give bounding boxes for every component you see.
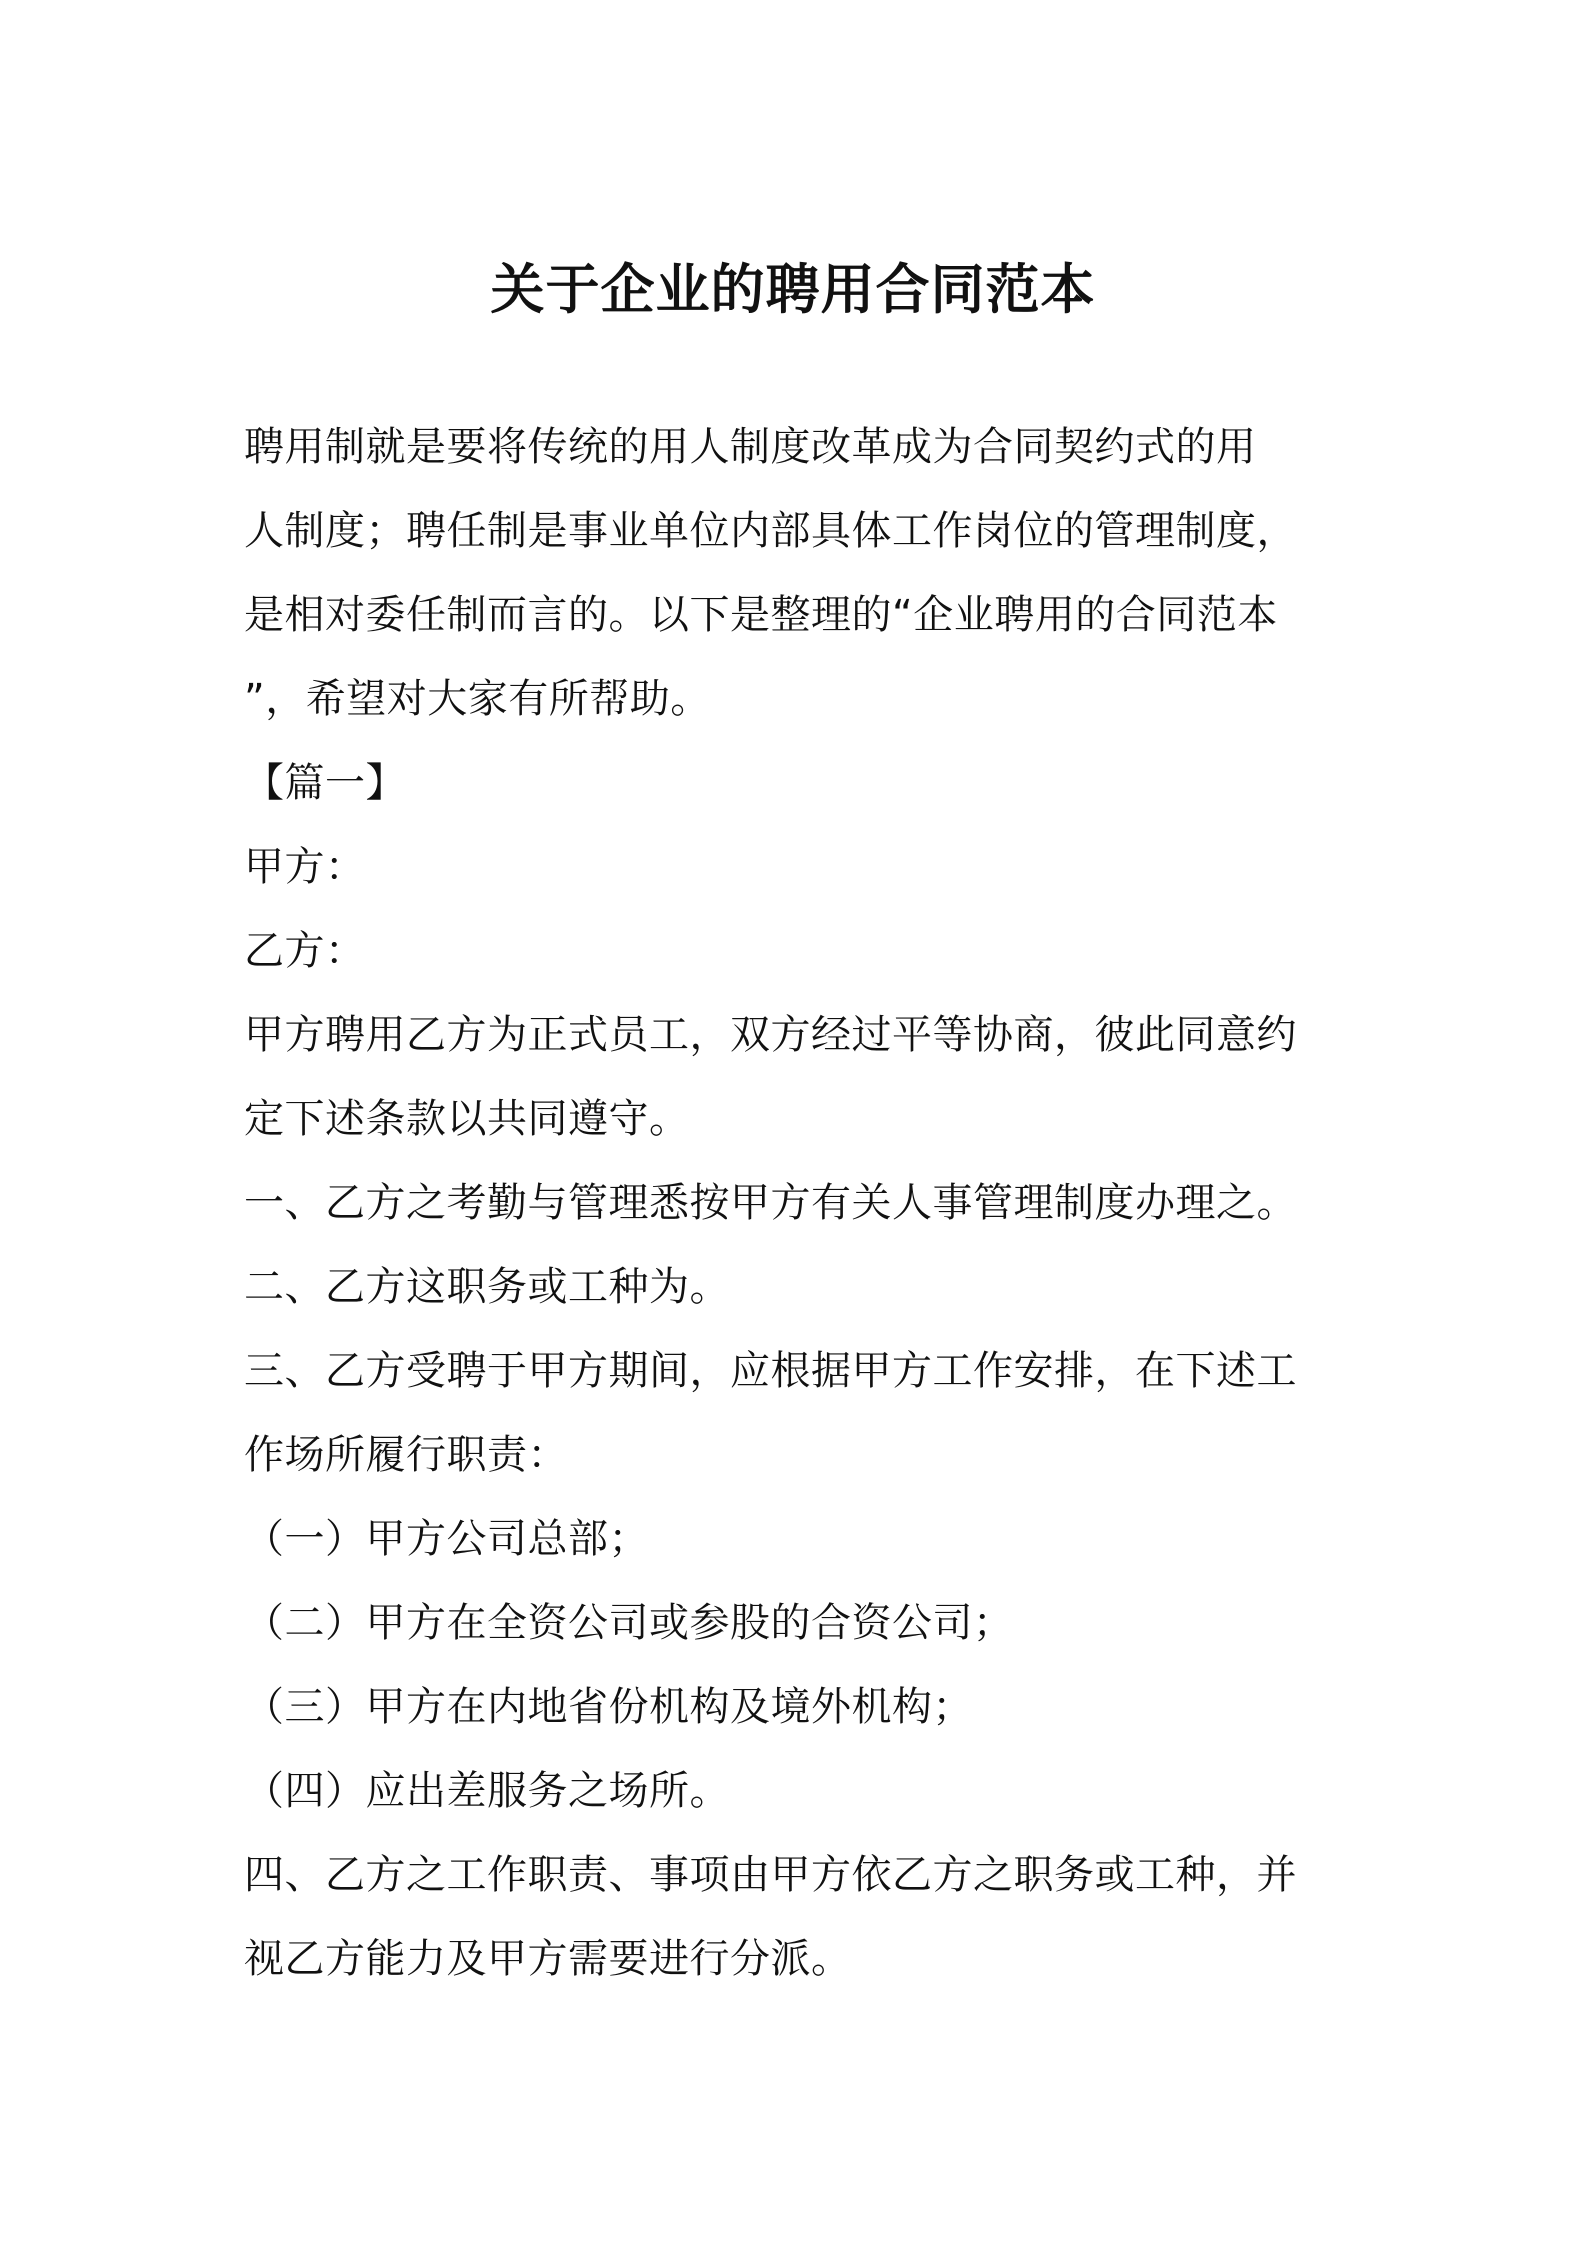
clause-4-continued: 视乙方能力及甲方需要进行分派。: [244, 1936, 852, 1982]
clause-2: 二、乙方这职务或工种为。: [244, 1264, 730, 1310]
paragraph-line: 人制度；聘任制是事业单位内部具体工作岗位的管理制度，: [244, 508, 1297, 554]
party-a-label: 甲方：: [244, 844, 366, 890]
sub-item-3: （三）甲方在内地省份机构及境外机构；: [244, 1684, 973, 1730]
paragraph-line: 定下述条款以共同遵守。: [244, 1096, 690, 1142]
paragraph-line: 是相对委任制而言的。以下是整理的“企业聘用的合同范本: [244, 592, 1278, 638]
clause-3-continued: 作场所履行职责：: [244, 1432, 568, 1478]
sub-item-4: （四）应出差服务之场所。: [244, 1768, 730, 1814]
party-b-label: 乙方：: [244, 928, 366, 974]
section-heading: 【篇一】: [244, 760, 406, 806]
paragraph-line: 聘用制就是要将传统的用人制度改革成为合同契约式的用: [244, 424, 1257, 470]
document-title: 关于企业的聘用合同范本: [490, 258, 1096, 321]
clause-1: 一、乙方之考勤与管理悉按甲方有关人事管理制度办理之。: [244, 1180, 1297, 1226]
sub-item-1: （一）甲方公司总部；: [244, 1516, 649, 1562]
paragraph-line: ”，希望对大家有所帮助。: [244, 676, 711, 722]
document-body: [244, 405, 1356, 2001]
clause-4: 四、乙方之工作职责、事项由甲方依乙方之职务或工种，并: [244, 1852, 1297, 1898]
sub-item-2: （二）甲方在全资公司或参股的合资公司；: [244, 1600, 1014, 1646]
clause-3: 三、乙方受聘于甲方期间，应根据甲方工作安排，在下述工: [244, 1348, 1297, 1394]
paragraph-line: 甲方聘用乙方为正式员工，双方经过平等协商，彼此同意约: [244, 1012, 1297, 1058]
